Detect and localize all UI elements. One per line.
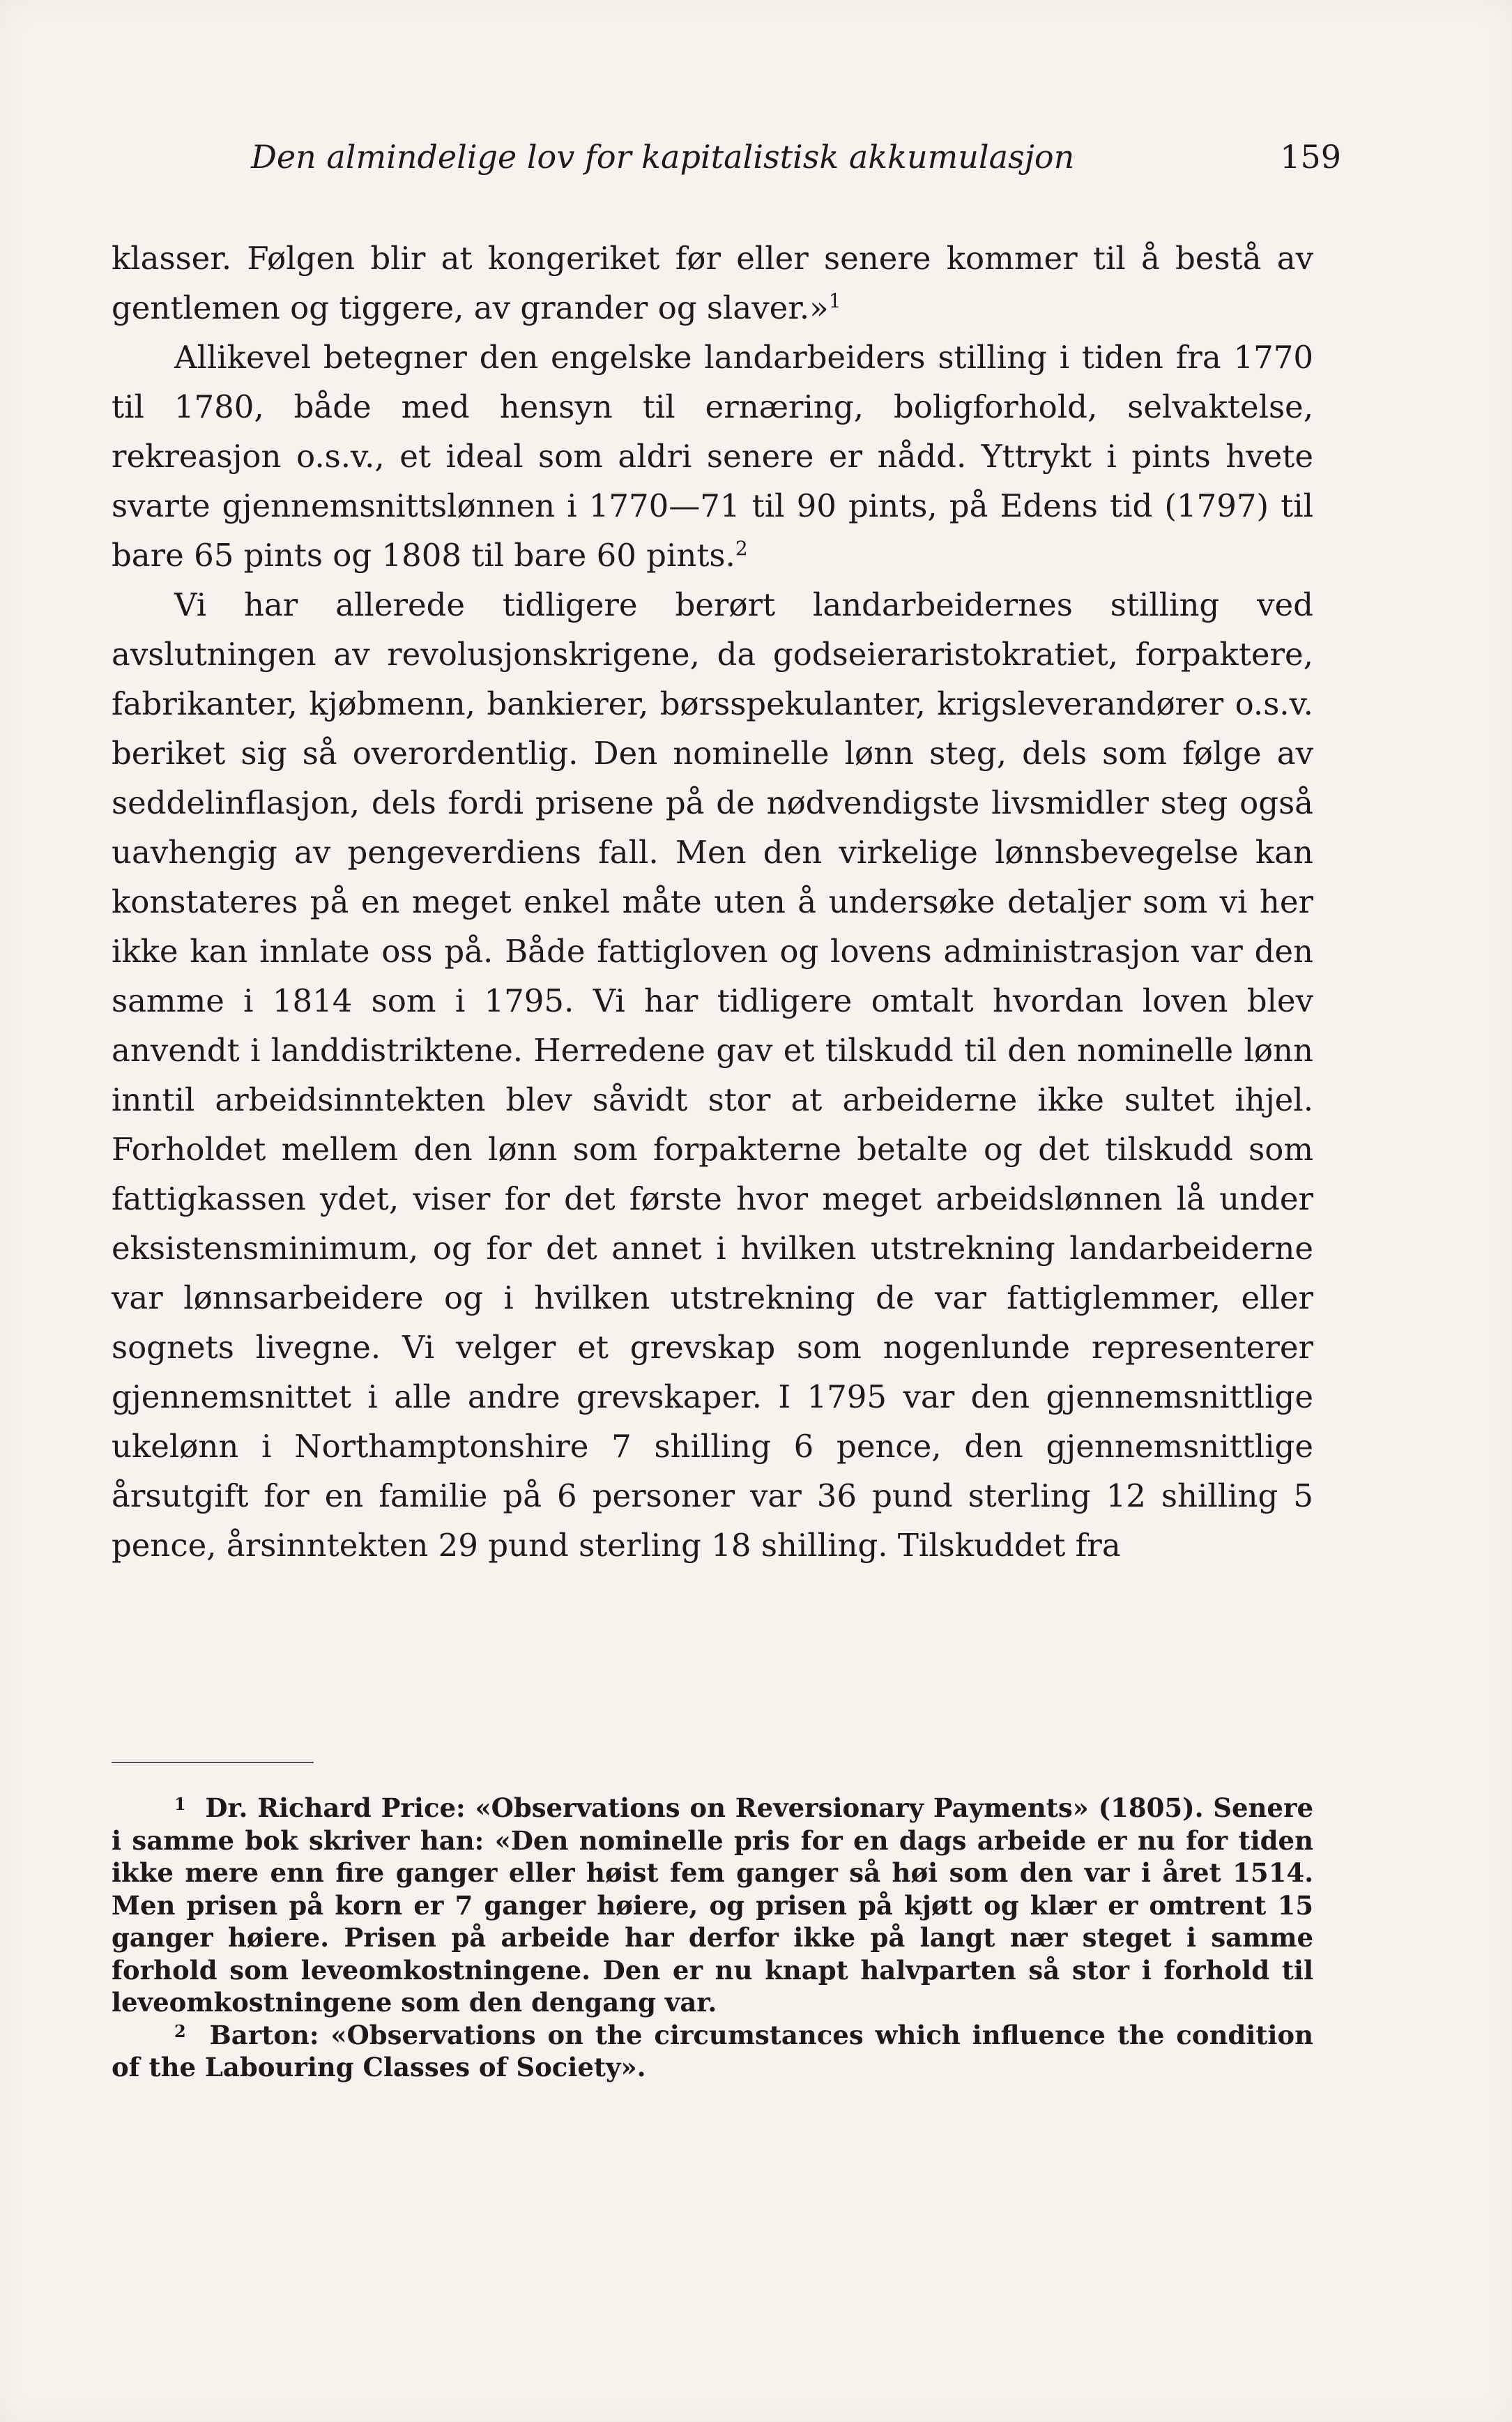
- paragraph-2-text: Allikevel betegner den engelske landarbeiders stilling i tiden fra 1770 til 1780, både med hensyn til ernæring, boligforhold, selvaktelse, rekreasjon o.s.v., et ideal som aldri senere er nådd. Yttrykt i pints hvete svarte gjennemsnittslønnen i 1770—71 til 90 pints, på Edens tid (1797) til bare 65 pints og 1808 til bare 60 pints.: [112, 339, 1313, 574]
- footnote-2: [112, 2019, 1313, 2084]
- page-header: [112, 138, 1341, 194]
- footnote-ref-2: 2: [735, 537, 748, 560]
- paragraph-3-text: Vi har allerede tidligere berørt landarbeidernes stilling ved avslutningen av revolusjonskrigene, da godseieraristokratiet, forpaktere, fabrikanter, kjøbmenn, bankierer, børsspekulanter, krigsleverandører o.s.v. beriket sig så overordentlig. Den nominelle lønn steg, dels som følge av seddelinflasjon, dels fordi prisene på de nødvendigste livsmidler steg også uavhengig av pengeverdiens fall. Men den virkelige lønnsbevegelse kan konstateres på en meget enkel måte uten å undersøke detaljer som vi her ikke kan innlate oss på. Både fattigloven og lovens administrasjon var den samme i 1814 som i 1795. Vi har tidligere omtalt hvordan loven blev anvendt i landdistriktene. Herredene gav et tilskudd til den nominelle lønn inntil arbeidsinntekten blev såvidt stor at arbeiderne ikke sultet ihjel. Forholdet mellem den lønn som forpakterne betalte og det tilskudd som fattigkassen ydet, viser for det første hvor meget arbeidslønnen lå under eksistensminimum, og for det annet i hvilken utstrekning landarbeiderne var lønnsarbeidere og i hvilken utstrekning de var fattiglemmer, eller sognets livegne. Vi velger et grevskap som nogenlunde representerer gjennemsnittet i alle andre grevskaper. I 1795 var den gjennemsnittlige ukelønn i Northamptonshire 7 shilling 6 pence, den gjennemsnittlige årsutgift for en familie på 6 personer var 36 pund sterling 12 shilling 5 pence, årsinntekten 29 pund sterling 18 shilling. Tilskuddet fra: [112, 586, 1313, 1564]
- running-title: Den almindelige lov for kapitalistisk akkumulasjon: [251, 138, 1075, 176]
- footnote-2-marker: 2: [174, 2020, 186, 2041]
- footnote-separator: [112, 1762, 314, 1763]
- footnote-2-text: Barton: «Observations on the circumstances which influence the condition of the Labouring Classes of Society».: [112, 2019, 1314, 2082]
- paragraph-1-text: klasser. Følgen blir at kongeriket før eller senere kommer til å bestå av gentlemen og tiggere, av grander og slaver.»: [112, 240, 1313, 326]
- footnote-1: [112, 1792, 1313, 2019]
- paragraph-3: [112, 580, 1313, 1570]
- footnotes: [112, 1792, 1313, 2084]
- main-text: [112, 234, 1313, 1570]
- footnote-1-text: Dr. Richard Price: «Observations on Reversionary Payments» (1805). Senere i samme bok skriver han: «Den nominelle pris for en dags arbeide er nu for tiden ikke mere enn fire ganger eller høist fem ganger så høi som den var i året 1514. Men prisen på korn er 7 ganger høiere, og prisen på kjøtt og klær er omtrent 15 ganger høiere. Prisen på arbeide har derfor ikke på langt nær steget i samme forhold som leveomkostningene. Den er nu knapt halvparten så stor i forhold til leveomkostningene som den dengang var.: [112, 1792, 1314, 2018]
- footnote-ref-1: 1: [828, 289, 841, 312]
- footnote-1-marker: 1: [174, 1794, 186, 1814]
- paragraph-1: [112, 234, 1313, 333]
- paragraph-2: [112, 333, 1313, 580]
- page-number: 159: [1280, 138, 1341, 176]
